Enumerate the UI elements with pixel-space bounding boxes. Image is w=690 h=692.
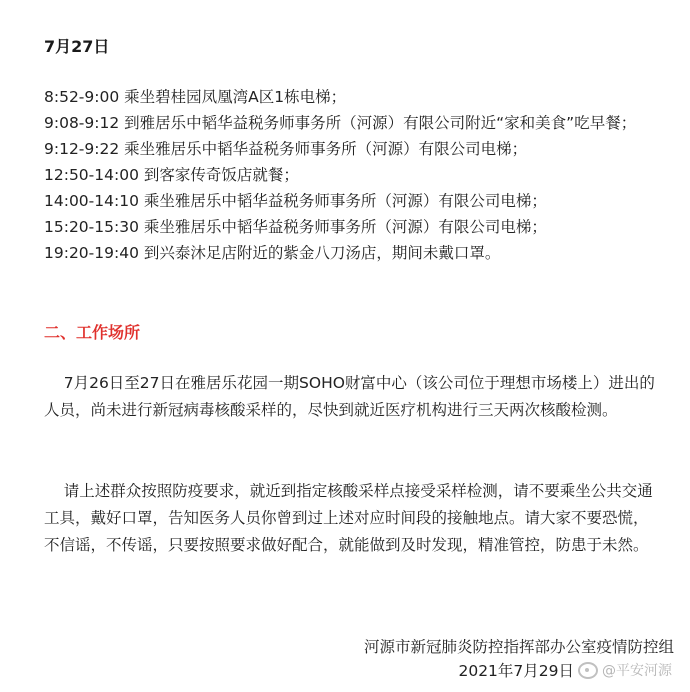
timeline-text: 乘坐雅居乐中韬华益税务师事务所（河源）有限公司电梯；	[119, 140, 528, 158]
timeline-item	[44, 240, 664, 266]
section-title: 二、工作场所	[44, 323, 141, 342]
signature-org: 河源市新冠肺炎防控指挥部办公室疫情防控组	[363, 638, 674, 656]
paragraph-workplace: 7月26日至27日在雅居乐花园一期SOHO财富中心（该公司位于理想市场楼上）进出的人员，尚未进行新冠病毒核酸采样的，尽快到就近医疗机构进行三天两次核酸检测。	[44, 374, 655, 419]
watermark-text: @平安河源	[602, 663, 672, 679]
timeline-text: 到兴泰沐足店附近的紫金八刀汤店，期间未戴口罩。	[138, 244, 501, 262]
timeline-text: 到客家传奇饭店就餐；	[138, 166, 299, 184]
timeline-time: 9:08-9:12	[44, 114, 120, 132]
timeline-text: 到雅居乐中韬华益税务师事务所（河源）有限公司附近“家和美食”吃早餐；	[119, 114, 637, 132]
signature-date: 2021年7月29日	[458, 662, 574, 680]
timeline-time: 12:50-14:00	[44, 166, 139, 184]
timeline-time: 8:52-9:00	[44, 88, 120, 106]
timeline-item	[44, 84, 664, 110]
timeline-time: 19:20-19:40	[44, 244, 139, 262]
timeline-text: 乘坐雅居乐中韬华益税务师事务所（河源）有限公司电梯；	[138, 192, 547, 210]
date-heading: 7月27日	[44, 37, 110, 56]
signature-block	[364, 634, 674, 660]
timeline-item	[44, 188, 664, 214]
weibo-icon	[578, 662, 598, 679]
timeline-time: 14:00-14:10	[44, 192, 139, 210]
timeline-time: 9:12-9:22	[44, 140, 120, 158]
timeline-list	[44, 84, 664, 266]
timeline-item	[44, 162, 664, 188]
paragraph-instructions: 请上述群众按照防疫要求，就近到指定核酸采样点接受采样检测，请不要乘坐公共交通工具，戴好口罩，告知医务人员你曾到过上述对应时间段的接触地点。请大家不要恐慌，不信谣，不传谣，只要按照要求做好配合，就能做到及时发现，精准管控，防患于未然。	[44, 482, 653, 554]
timeline-time: 15:20-15:30	[44, 218, 139, 236]
timeline-text: 乘坐碧桂园凤凰湾A区1栋电梯；	[119, 88, 347, 106]
timeline-item	[44, 110, 664, 136]
timeline-text: 乘坐雅居乐中韬华益税务师事务所（河源）有限公司电梯；	[138, 218, 547, 236]
timeline-item	[44, 136, 664, 162]
watermark	[458, 659, 672, 681]
timeline-item	[44, 214, 664, 240]
